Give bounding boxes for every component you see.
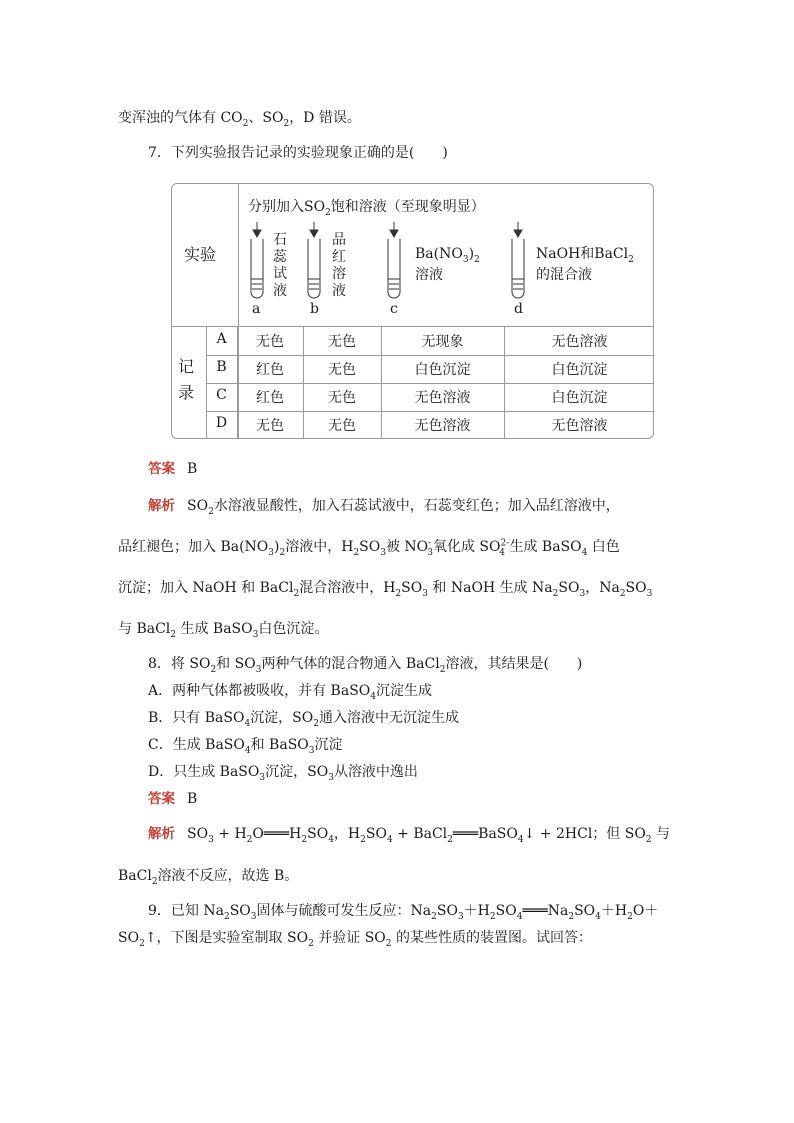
- option-key-d: D: [215, 415, 228, 431]
- q7-answer: 答案 B: [148, 461, 198, 477]
- experiment-figure: [171, 183, 654, 439]
- record-a-tube-d: 无色溶液: [551, 334, 608, 350]
- record-d-tube-d: 无色溶液: [551, 418, 608, 434]
- record-c-tube-c: 无色溶液: [414, 390, 471, 406]
- record-a-tube-b: 无色: [328, 334, 356, 350]
- record-c-tube-a: 红色: [256, 390, 284, 406]
- row-label-record: 记 录: [178, 357, 195, 402]
- tube-b-label: 品 红 溶 液: [332, 232, 346, 299]
- tube-letter-d: d: [514, 301, 523, 317]
- option-key-c: C: [216, 387, 227, 403]
- question-9-line-1: 9．已知 $Na_2SO_3$固体与硫酸可发生反应：$Na_2SO_3+H_2SO_4═══Na_2SO_4+H_2O+$: [148, 903, 659, 922]
- continuation-line: 变浑浊的气体有 $CO_2$、$SO_2$，D 错误。: [118, 110, 361, 129]
- q8-option-d: D．只生成 BaSO$_3$沉淀，$SO_3$从溶液中逸出: [148, 764, 418, 783]
- question-8-stem: 8．将 $SO_2$和 $SO_3$两种气体的混合物通入 BaCl$_2$溶液，其结果是( ): [148, 656, 583, 675]
- record-a-tube-c: 无现象: [421, 334, 464, 350]
- record-d-tube-a: 无色: [256, 418, 284, 434]
- q7-analysis-line-4: 与 BaCl$_2$ 生成 BaSO$_3$白色沉淀。: [118, 621, 329, 640]
- tube-c-label: $Ba(NO_3)_2$ 溶液: [415, 246, 480, 283]
- tube-a-label: 石 蕊 试 液: [273, 232, 287, 299]
- q7-analysis-line-3: 沉淀；加入 NaOH 和 BaCl$_2$混合溶液中，$H_2SO_3$ 和 NaOH 生成 $Na_2SO_3$，$Na_2SO_3$: [118, 580, 653, 599]
- tube-letter-b: b: [310, 301, 319, 317]
- tube-d-label: NaOH和BaCl$_2$ 的混合液: [536, 246, 634, 283]
- record-c-tube-b: 无色: [328, 390, 356, 406]
- q8-option-c: C．生成 BaSO$_4$和 BaSO$_3$沉淀: [148, 737, 343, 756]
- record-d-tube-c: 无色溶液: [414, 418, 471, 434]
- q8-answer: 答案 B: [148, 791, 198, 807]
- q8-option-a: A．两种气体都被吸收，并有 BaSO$_4$沉淀生成: [148, 683, 432, 702]
- q7-analysis-line-1: 解析 $SO_2$水溶液显酸性，加入石蕊试液中，石蕊变红色；加入品红溶液中，: [148, 498, 620, 517]
- option-key-b: B: [216, 359, 227, 375]
- record-d-tube-b: 无色: [328, 418, 356, 434]
- q7-analysis-line-2: 品红褪色；加入 $Ba(NO_3)_2$溶液中，$H_2SO_3$被 $NO^-_3$氧化成 $SO^{2-}_4$ 生成 BaSO$_4$ 白色: [118, 538, 620, 558]
- record-a-tube-a: 无色: [256, 334, 284, 350]
- record-b-tube-b: 无色: [328, 362, 356, 378]
- record-b-tube-a: 红色: [256, 362, 284, 378]
- record-c-tube-d: 白色沉淀: [551, 390, 608, 406]
- option-key-a: A: [216, 331, 227, 347]
- question-9-line-2: $SO_2↑$，下图是实验室制取 $SO_2$ 并验证 $SO_2$ 的某些性质的装置图。试回答：: [118, 930, 592, 949]
- q8-analysis-line-2: BaCl$_2$溶液不反应，故选 B。: [118, 868, 299, 887]
- row-label-experiment: 实验: [184, 245, 217, 264]
- record-b-tube-c: 白色沉淀: [414, 362, 471, 378]
- q8-analysis-line-1: 解析 $SO_3$ + $H_2O═══H_2SO_4$，$H_2SO_4$ + BaCl$_2$═══BaSO$_4$↓ + 2HCl；但 $SO_2$ 与: [148, 826, 670, 845]
- tube-letter-c: c: [390, 301, 398, 317]
- tube-letter-a: a: [252, 301, 261, 317]
- q8-option-b: B．只有 BaSO$_4$沉淀，$SO_2$通入溶液中无沉淀生成: [148, 710, 459, 729]
- figure-header: 分别加入$SO_2$饱和溶液（至现象明显）: [248, 199, 485, 218]
- question-7-stem: 7．下列实验报告记录的实验现象正确的是( ): [148, 145, 448, 161]
- record-b-tube-d: 白色沉淀: [551, 362, 608, 378]
